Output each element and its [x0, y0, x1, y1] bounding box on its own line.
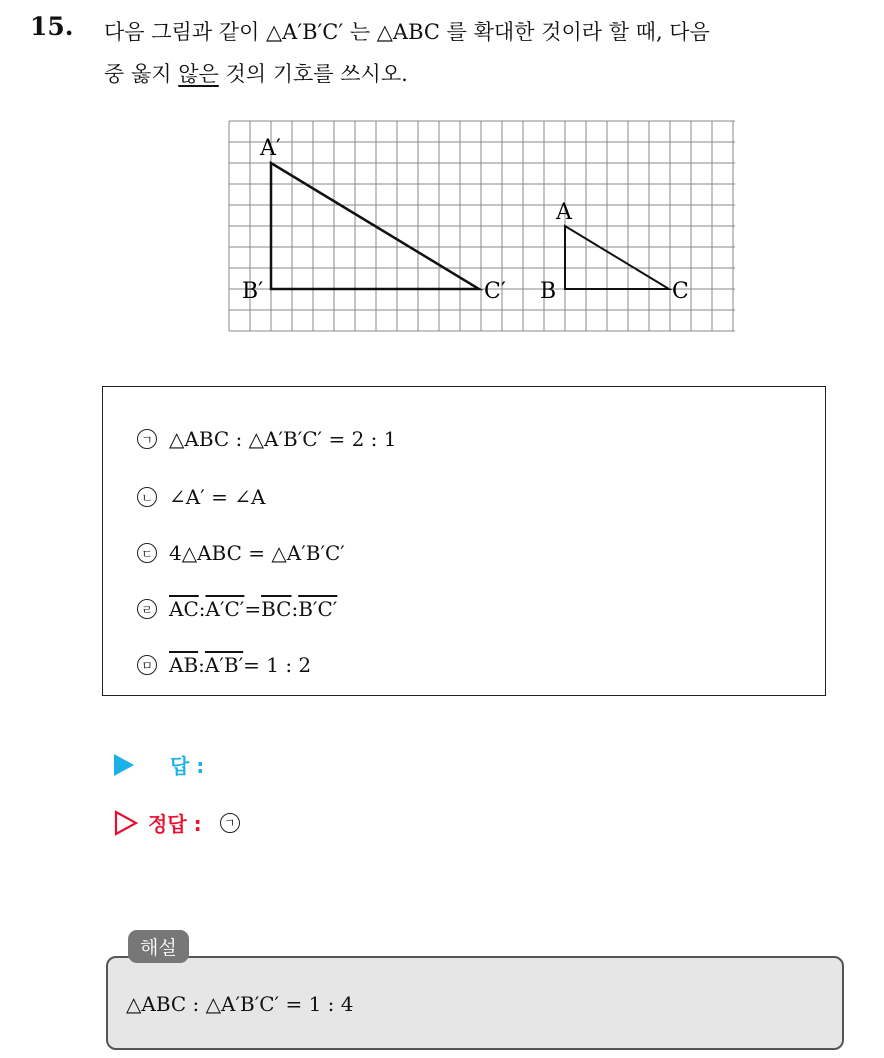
ratio-sep: : — [198, 653, 205, 677]
outline-triangle-icon — [114, 810, 138, 836]
choice-item — [137, 485, 265, 509]
label-a: A — [556, 200, 572, 225]
ratio-sep: : — [198, 597, 206, 621]
choices-box — [102, 386, 826, 696]
choice-marker: ㄴ — [137, 487, 157, 507]
underlined-word: 않은 — [178, 62, 219, 86]
segment-bc: $\overline{BC}$ — [261, 597, 292, 621]
grid-figure — [228, 120, 736, 332]
label-c: C — [672, 279, 689, 304]
question-text-after: 것의 기호를 쓰시오. — [218, 62, 408, 86]
choice-marker: ㅁ — [137, 655, 157, 675]
choice-text: 4△ABC = △A′B′C′ — [169, 541, 345, 565]
segment-a-prime-b-prime: A′B′ — [204, 653, 244, 677]
choice-item — [137, 653, 311, 677]
label-b: B — [540, 279, 557, 304]
choice-marker: ㄹ — [137, 599, 157, 619]
explanation-box — [106, 956, 844, 1050]
ratio-sep: : — [291, 597, 299, 621]
choice-item — [137, 541, 345, 565]
question-text-before: 중 옳지 — [104, 62, 179, 86]
small-triangle — [565, 226, 669, 289]
question-number: 15. — [30, 12, 74, 41]
segment-ac: $\overline{AC}$ — [169, 597, 199, 621]
equals-sign: = — [244, 597, 262, 621]
answer-row — [114, 750, 204, 779]
label-b-prime: B′ — [242, 279, 264, 304]
choice-text: △ABC : △A′B′C′ = 2 : 1 — [169, 427, 397, 451]
correct-answer-marker: ㄱ — [220, 813, 240, 833]
choice-marker: ㄷ — [137, 543, 157, 563]
choice-text: ∠A′ = ∠A — [169, 485, 266, 509]
label-a-prime: A′ — [260, 136, 281, 161]
explanation-text: △ABC : △A′B′C′ = 1 : 4 — [126, 992, 354, 1016]
grid-lines — [229, 121, 735, 331]
question-text-line1: 다음 그림과 같이 △A′B′C′ 는 △ABC 를 확대한 것이라 할 때, 다음 — [104, 20, 710, 44]
segment-ab: $\overline{AB}$ — [169, 653, 199, 677]
choice-rest: = 1 : 2 — [243, 653, 312, 677]
explanation-tag: 해설 — [128, 930, 189, 963]
play-triangle-icon — [114, 754, 134, 776]
answer-label: 답 : — [170, 754, 205, 778]
choice-item — [137, 597, 337, 621]
question-text-line2 — [104, 58, 408, 88]
correct-answer-label: 정답 : — [148, 812, 202, 836]
choice-item — [137, 427, 396, 451]
label-c-prime: C′ — [484, 279, 506, 304]
correct-answer-row — [114, 808, 252, 837]
segment-a-prime-c-prime: A′C′ — [205, 597, 245, 621]
choice-marker: ㄱ — [137, 429, 157, 449]
segment-b-prime-c-prime: B′C′ — [298, 597, 338, 621]
